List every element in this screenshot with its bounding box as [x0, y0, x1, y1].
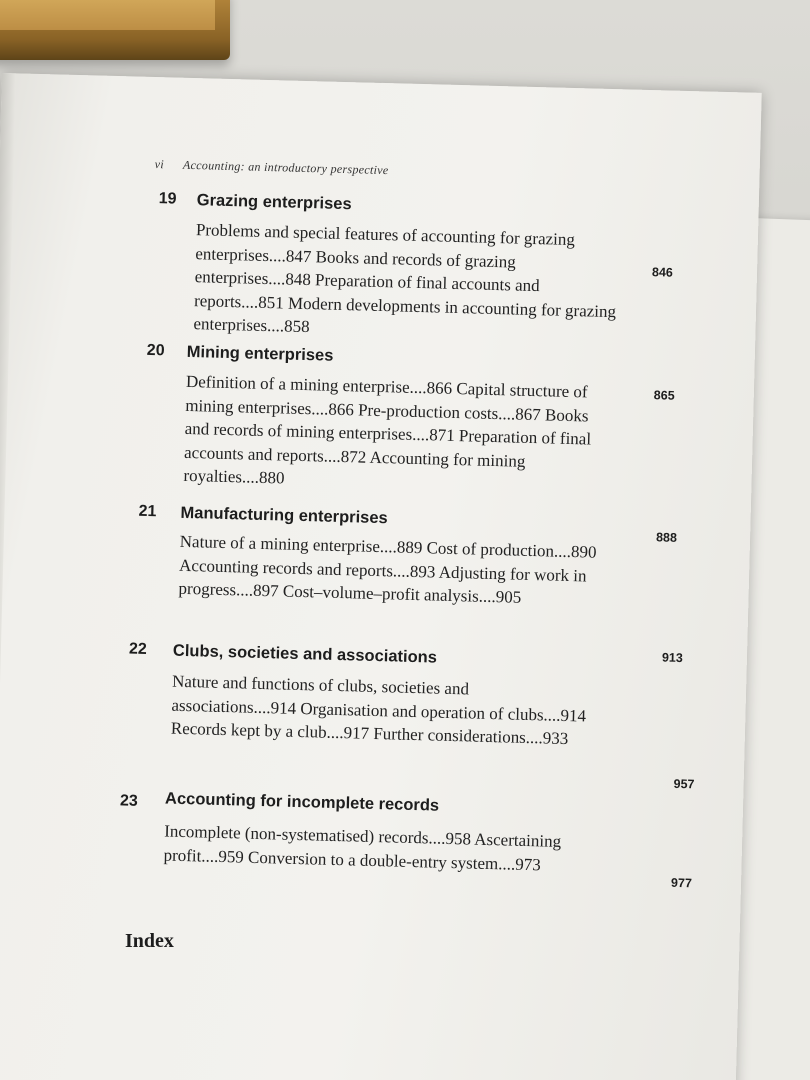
index-page-number: 977 [670, 875, 693, 891]
chapter-contents: Nature and functions of clubs, societies and associations....914 Organisation and operation of clubs....914 Records kept by a club....917 Further considerations....933 [170, 671, 587, 749]
chapter-contents: Incomplete (non-systematised) records....958 Ascertaining profit....959 Conversion to a double-entry system....973 [163, 821, 562, 874]
running-head [154, 157, 388, 178]
page-folio: vi [154, 157, 165, 172]
chapter-number: 19 [158, 190, 177, 208]
book-page [0, 73, 762, 1080]
chapter-contents: Nature of a mining enterprise....889 Cost of production....890 Accounting records and reports....893 Adjusting for work in progress....897 Cost–volume–profit analysis....905 [178, 531, 597, 607]
wooden-block-top [0, 0, 215, 30]
chapter-number: 20 [146, 341, 165, 360]
book-title: Accounting: an introductory perspective [182, 157, 389, 178]
index-heading: Index [125, 930, 174, 952]
chapter-page-number: 846 [651, 265, 674, 280]
chapter-title: Accounting for incomplete records [164, 789, 440, 815]
chapter-title: Clubs, societies and associations [172, 641, 438, 667]
chapter-number: 23 [119, 792, 139, 810]
chapter-number: 21 [138, 502, 157, 521]
page-edge [0, 73, 16, 1080]
chapter-title: Mining enterprises [186, 342, 334, 365]
chapter-page-number: 913 [661, 650, 683, 666]
chapter-contents: Problems and special features of accounting for grazing enterprises....847 Books and records of grazing enterprises....848 Preparation of final accounts and reports....851 Modern developments in accounting for grazing enterprises....858 [193, 220, 617, 337]
chapter-title: Grazing enterprises [196, 191, 352, 214]
chapter-number: 22 [128, 640, 147, 658]
chapter-page-number: 865 [653, 388, 675, 403]
chapter-page-number: 957 [673, 776, 695, 792]
chapter-page-number: 888 [655, 530, 678, 545]
chapter-title: Manufacturing enterprises [180, 503, 388, 528]
chapter-contents: Definition of a mining enterprise....866 Capital structure of mining enterprises....866 Pre-production costs....867 Books and records of mining enterprises....871 Preparation of final accounts and reports....872 Accounting for mining royalties....880 [183, 371, 592, 488]
